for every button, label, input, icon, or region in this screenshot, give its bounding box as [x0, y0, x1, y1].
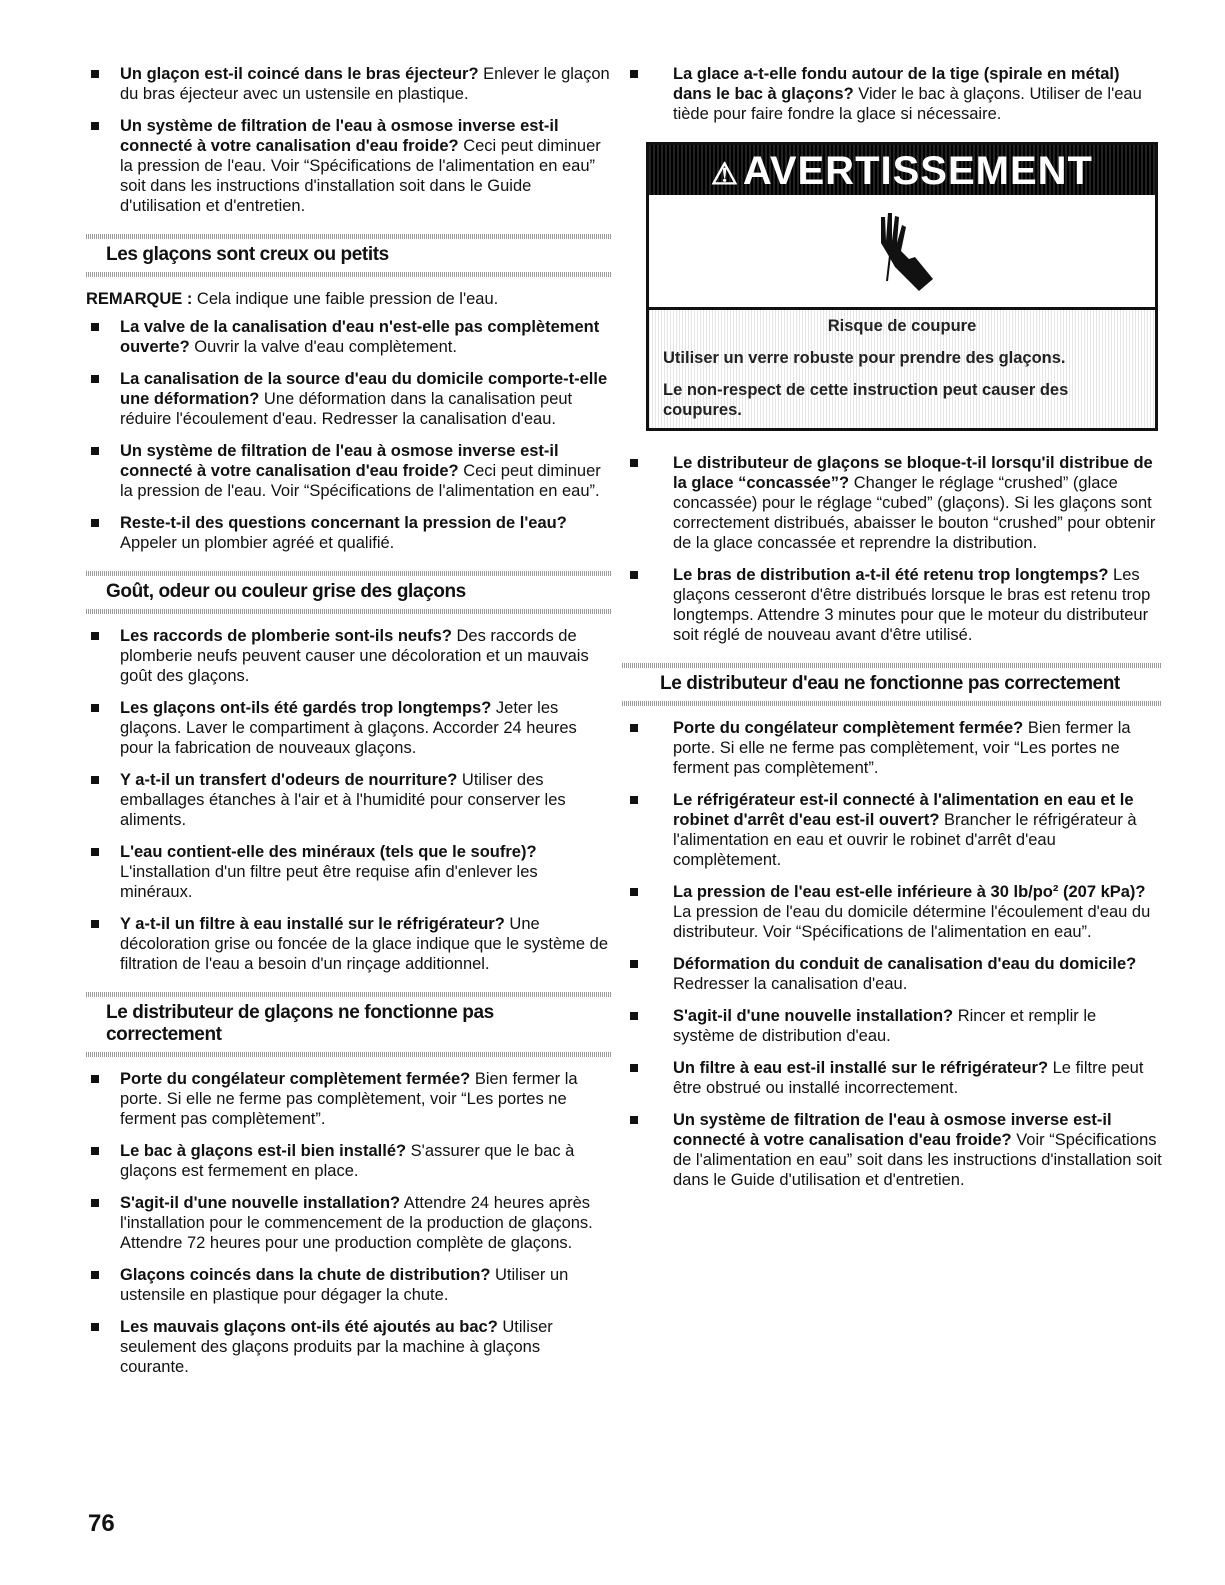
warning-instruction: Utiliser un verre robuste pour prendre des glaçons.	[663, 349, 1066, 367]
section-rule-bottom	[622, 701, 1162, 706]
list-item: Le bras de distribution a-t-il été retenu trop longtemps? Les glaçons cesseront d'être distribués lorsque le bras est retenu trop longtemps. Attendre 3 minutes pour que le moteur du distributeur soit réglé de nouveau avant d'être utilisé.	[622, 565, 1162, 645]
cut-hazard-hand-icon	[871, 207, 943, 295]
list-item: S'agit-il d'une nouvelle installation? Attendre 24 heures après l'installation pour le commencement de la production de glaçons. Attendre 72 heures pour une production complète de glaçons.	[86, 1193, 611, 1253]
list-item: S'agit-il d'une nouvelle installation? Rincer et remplir le système de distribution d'eau.	[622, 1006, 1162, 1046]
section-heading	[86, 234, 611, 277]
list-item: Les mauvais glaçons ont-ils été ajoutés au bac? Utiliser seulement des glaçons produits par la machine à glaçons courante.	[86, 1317, 611, 1377]
list-item: L'eau contient-elle des minéraux (tels que le soufre)? L'installation d'un filtre peut être requise afin d'enlever les minéraux.	[86, 842, 611, 902]
list-item: La glace a-t-elle fondu autour de la tige (spirale en métal) dans le bac à glaçons? Vider le bac à glaçons. Utiliser de l'eau tiède pour faire fondre la glace si nécessaire.	[622, 64, 1162, 124]
list-item: Les glaçons ont-ils été gardés trop longtemps? Jeter les glaçons. Laver le compartiment à glaçons. Accorder 24 heures pour la fabrication de nouveaux glaçons.	[86, 698, 611, 758]
list-item: Le distributeur de glaçons se bloque-t-il lorsqu'il distribue de la glace “concassée”? Changer le réglage “crushed” (glace concassée) pour le réglage “cubed” (glaçons). Si les glaçons sont correctement distribués, abaisser le bouton “crushed” pour obtenir de la glace concassée et reprendre la distribution.	[622, 453, 1162, 553]
remark-note: REMARQUE : Cela indique une faible pression de l'eau.	[86, 290, 499, 308]
section-title: Les glaçons sont creux ou petits	[106, 244, 389, 265]
list-item: Reste-t-il des questions concernant la pression de l'eau? Appeler un plombier agréé et qualifié.	[86, 513, 611, 553]
warning-banner-text: AVERTISSEMENT	[742, 149, 1093, 193]
warning-pictogram	[649, 195, 1155, 310]
section-rule-bottom	[86, 609, 611, 614]
list-item: Un filtre à eau est-il installé sur le réfrigérateur? Le filtre peut être obstrué ou installé incorrectement.	[622, 1058, 1162, 1098]
list-item: La valve de la canalisation d'eau n'est-elle pas complètement ouverte? Ouvrir la valve d'eau complètement.	[86, 317, 611, 357]
section-title: Goût, odeur ou couleur grise des glaçons	[106, 581, 466, 602]
list-item: Porte du congélateur complètement fermée? Bien fermer la porte. Si elle ne ferme pas complètement, voir “Les portes ne ferment pas complètement”.	[86, 1069, 611, 1129]
section-title: Le distributeur d'eau ne fonctionne pas correctement	[660, 673, 1120, 694]
list-item: Un système de filtration de l'eau à osmose inverse est-il connecté à votre canalisation d'eau froide? Ceci peut diminuer la pression de l'eau. Voir “Spécifications de l'alimentation en eau” soit dans les instructions d'installation soit dans le Guide d'utilisation et d'entretien.	[86, 116, 611, 216]
section-rule-bottom	[86, 272, 611, 277]
warning-banner	[649, 145, 1155, 195]
left-column	[86, 64, 611, 1389]
section-heading	[86, 992, 611, 1057]
page-number: 76	[88, 1510, 115, 1537]
list-item: Y a-t-il un filtre à eau installé sur le réfrigérateur? Une décoloration grise ou foncée de la glace indique que le système de filtration de l'eau a besoin d'un rinçage additionnel.	[86, 914, 611, 974]
warning-consequence: Le non-respect de cette instruction peut causer des coupures.	[663, 381, 1069, 419]
list-item: Un glaçon est-il coincé dans le bras éjecteur? Enlever le glaçon du bras éjecteur avec un ustensile en plastique.	[86, 64, 611, 104]
list-item: Glaçons coincés dans la chute de distribution? Utiliser un ustensile en plastique pour dégager la chute.	[86, 1265, 611, 1305]
warning-body	[649, 310, 1155, 428]
list-item: Un système de filtration de l'eau à osmose inverse est-il connecté à votre canalisation d'eau froide? Voir “Spécifications de l'alimentation en eau” soit dans les instructions d'installation soit dans le Guide d'utilisation et d'entretien.	[622, 1110, 1162, 1190]
list-item: Un système de filtration de l'eau à osmose inverse est-il connecté à votre canalisation d'eau froide? Ceci peut diminuer la pression de l'eau. Voir “Spécifications de l'alimentation en eau”.	[86, 441, 611, 501]
section-heading	[622, 663, 1162, 706]
list-item: La canalisation de la source d'eau du domicile comporte-t-elle une déformation? Une déformation dans la canalisation peut réduire l'écoulement d'eau. Redresser la canalisation d'eau.	[86, 369, 611, 429]
right-column	[622, 64, 1162, 1202]
section-heading	[86, 571, 611, 614]
list-item: Le réfrigérateur est-il connecté à l'alimentation en eau et le robinet d'arrêt d'eau est-il ouvert? Brancher le réfrigérateur à l'alimentation en eau et ouvrir le robinet d'arrêt d'eau complètement.	[622, 790, 1162, 870]
warning-box	[646, 142, 1158, 431]
section-rule-bottom	[86, 1052, 611, 1057]
section-title: Le distributeur de glaçons ne fonctionne pas correctement	[106, 1002, 494, 1045]
list-item: La pression de l'eau est-elle inférieure à 30 lb/po² (207 kPa)? La pression de l'eau du domicile détermine l'écoulement d'eau du distributeur. Voir “Spécifications de l'alimentation en eau”.	[622, 882, 1162, 942]
list-item: Le bac à glaçons est-il bien installé? S'assurer que le bac à glaçons est fermement en place.	[86, 1141, 611, 1181]
warning-title: Risque de coupure	[827, 317, 977, 335]
list-item: Porte du congélateur complètement fermée? Bien fermer la porte. Si elle ne ferme pas complètement, voir “Les portes ne ferment pas complètement”.	[622, 718, 1162, 778]
list-item: Déformation du conduit de canalisation d'eau du domicile? Redresser la canalisation d'eau.	[622, 954, 1162, 994]
list-item: Les raccords de plomberie sont-ils neufs? Des raccords de plomberie neufs peuvent causer une décoloration et un mauvais goût des glaçons.	[86, 626, 611, 686]
warning-triangle-icon: ⚠	[711, 158, 739, 191]
list-item: Y a-t-il un transfert d'odeurs de nourriture? Utiliser des emballages étanches à l'air et à l'humidité pour conserver les aliments.	[86, 770, 611, 830]
